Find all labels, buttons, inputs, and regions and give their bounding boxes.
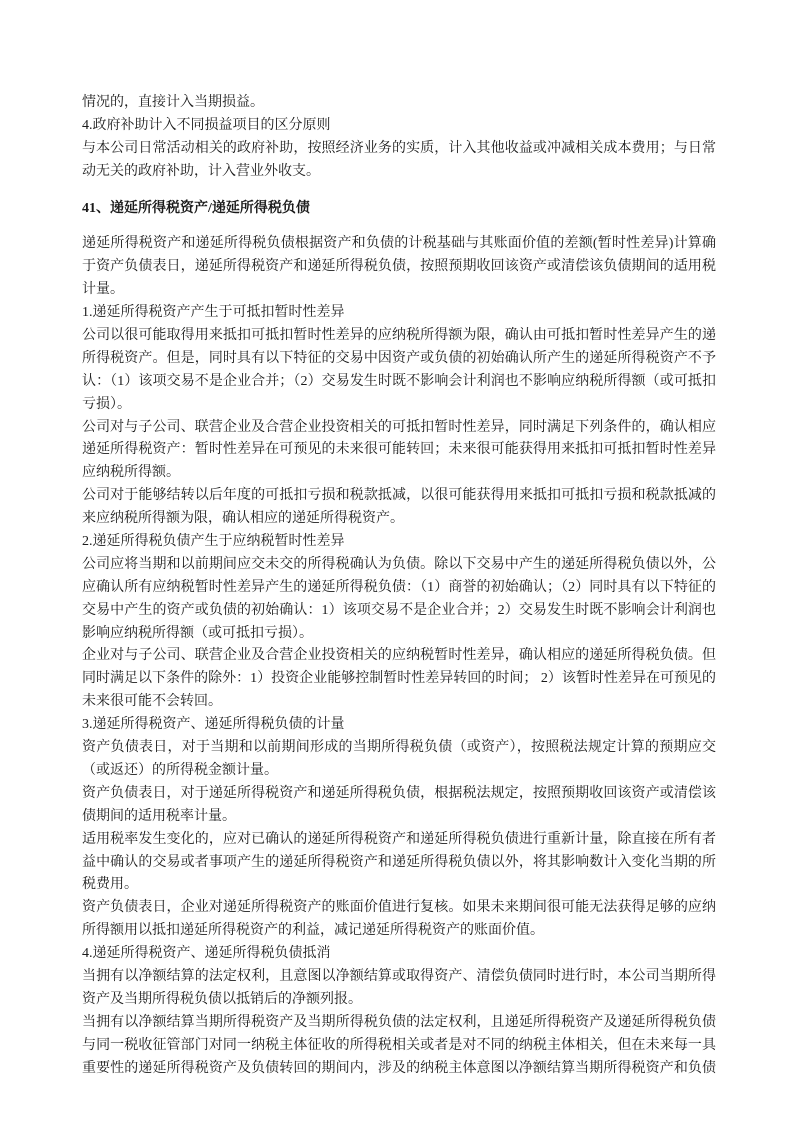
text-line: 交易中产生的资产或负债的初始确认：1）该项交易不是企业合并；2）交易发生时既不影响会计利润也 (82, 602, 716, 618)
text-line: 公司以很可能取得用来抵扣可抵扣暂时性差异的应纳税所得额为限，确认由可抵扣暂时性差异产生的递 (82, 328, 716, 344)
text-line: 资产负债表日，企业对递延所得税资产的账面价值进行复核。如果未来期间很可能无法获得足够的应纳 (82, 900, 716, 916)
text-line: 与同一税收征管部门对同一纳税主体征收的所得税相关或者是对不同的纳税主体相关，但在未来每一具 (82, 1037, 716, 1053)
paragraph (82, 897, 716, 943)
text-line: （或返还）的所得税金额计量。 (82, 762, 278, 778)
document-page (82, 92, 716, 1080)
paragraph (82, 714, 716, 737)
text-line: 公司对于能够结转以后年度的可抵扣亏损和税款抵减，以很可能获得用来抵扣可抵扣亏损和税款抵减的 (82, 488, 716, 504)
text-line: 应确认所有应纳税暂时性差异产生的递延所得税负债：（1）商誉的初始确认；（2）同时具有以下特征的 (82, 579, 716, 595)
paragraph (82, 233, 716, 302)
text-line: 公司应将当期和以前期间应交未交的所得税确认为负债。除以下交易中产生的递延所得税负债以外，公 (82, 556, 716, 572)
text-line: 资产负债表日，对于当期和以前期间形成的当期所得税负债（或资产），按照税法规定计算的预期应交 (82, 740, 716, 756)
text-line: 税费用。 (82, 877, 138, 893)
text-line: 递延所得税资产：暂时性差异在可预见的未来很可能转回；未来很可能获得用来抵扣可抵扣暂时性差异 (82, 442, 716, 458)
paragraph (82, 115, 716, 138)
paragraph (82, 645, 716, 714)
text-line: 所得税资产。但是，同时具有以下特征的交易中因资产或负债的初始确认所产生的递延所得税资产不予 (82, 350, 716, 366)
text-line: 资产负债表日，对于递延所得税资产和递延所得税负债，根据税法规定，按照预期收回该资产或清偿该 (82, 785, 716, 801)
paragraph (82, 138, 716, 184)
text-line: 当拥有以净额结算当期所得税资产及当期所得税负债的法定权利，且递延所得税资产及递延所得税负债 (82, 1014, 716, 1030)
text-line: 影响应纳税所得额（或可抵扣亏损）。 (82, 625, 313, 641)
paragraph (82, 302, 716, 325)
text-line: 应纳税所得额。 (82, 465, 180, 481)
paragraph (82, 531, 716, 554)
paragraph (82, 783, 716, 829)
paragraph (82, 1012, 716, 1081)
paragraph (82, 554, 716, 646)
text-line: 4.递延所得税资产、递延所得税负债抵消 (82, 946, 331, 962)
text-line: 未来很可能不会转回。 (82, 694, 222, 710)
paragraph (82, 417, 716, 486)
text-line: 资产及当期所得税负债以抵销后的净额列报。 (82, 991, 362, 1007)
text-line: 企业对与子公司、联营企业及合营企业投资相关的应纳税暂时性差异，确认相应的递延所得税负债。但 (82, 648, 716, 664)
text-line: 同时满足以下条件的除外：1）投资企业能够控制暂时性差异转回的时间； 2）该暂时性差异在可预见的 (82, 671, 716, 687)
paragraph (82, 737, 716, 783)
text-line: 当拥有以净额结算的法定权利，且意图以净额结算或取得资产、清偿负债同时进行时，本公司当期所得 (82, 968, 716, 984)
paragraph (82, 829, 716, 898)
section-heading: 41、递延所得税资产/递延所得税负债 (82, 200, 310, 216)
paragraph (82, 92, 716, 115)
text-line: 1.递延所得税资产产生于可抵扣暂时性差异 (82, 305, 345, 321)
text-line: 益中确认的交易或者事项产生的递延所得税资产和递延所得税负债以外，将其影响数计入变化当期的所 (82, 854, 716, 870)
text-line: 所得额用以抵扣递延所得税资产的利益，减记递延所得税资产的账面价值。 (82, 923, 544, 939)
text-line: 于资产负债表日，递延所得税资产和递延所得税负债，按照预期收回该资产或清偿该负债期间的适用税 (82, 259, 716, 275)
text-line: 情况的，直接计入当期损益。 (82, 95, 264, 110)
text-line: 公司对与子公司、联营企业及合营企业投资相关的可抵扣暂时性差异，同时满足下列条件的，确认相应 (82, 419, 716, 435)
text-line: 3.递延所得税资产、递延所得税负债的计量 (82, 717, 345, 733)
paragraph (82, 325, 716, 417)
text-line: 来应纳税所得额为限，确认相应的递延所得税资产。 (82, 511, 404, 527)
text-line: 递延所得税资产和递延所得税负债根据资产和负债的计税基础与其账面价值的差额(暂时性差异)计算确 (82, 236, 716, 252)
text-line: 计量。 (82, 282, 124, 298)
text-line: 债期间的适用税率计量。 (82, 808, 236, 824)
text-line: 2.递延所得税负债产生于应纳税暂时性差异 (82, 534, 345, 550)
text-line: 认：（1）该项交易不是企业合并；（2）交易发生时既不影响会计利润也不影响应纳税所得额（或可抵扣 (82, 373, 716, 389)
text-line: 动无关的政府补助，计入营业外收支。 (82, 163, 320, 179)
text-line: 重要性的递延所得税资产及负债转回的期间内，涉及的纳税主体意图以净额结算当期所得税资产和负债 (82, 1060, 716, 1076)
text-line: 适用税率发生变化的，应对已确认的递延所得税资产和递延所得税负债进行重新计量，除直接在所有者 (82, 831, 716, 847)
text-line: 4.政府补助计入不同损益项目的区分原则 (82, 117, 331, 133)
paragraph (82, 943, 716, 966)
paragraph (82, 485, 716, 531)
text-line: 亏损）。 (82, 396, 131, 412)
text-line: 与本公司日常活动相关的政府补助，按照经济业务的实质，计入其他收益或冲减相关成本费用；与日常 (82, 140, 716, 156)
paragraph (82, 966, 716, 1012)
